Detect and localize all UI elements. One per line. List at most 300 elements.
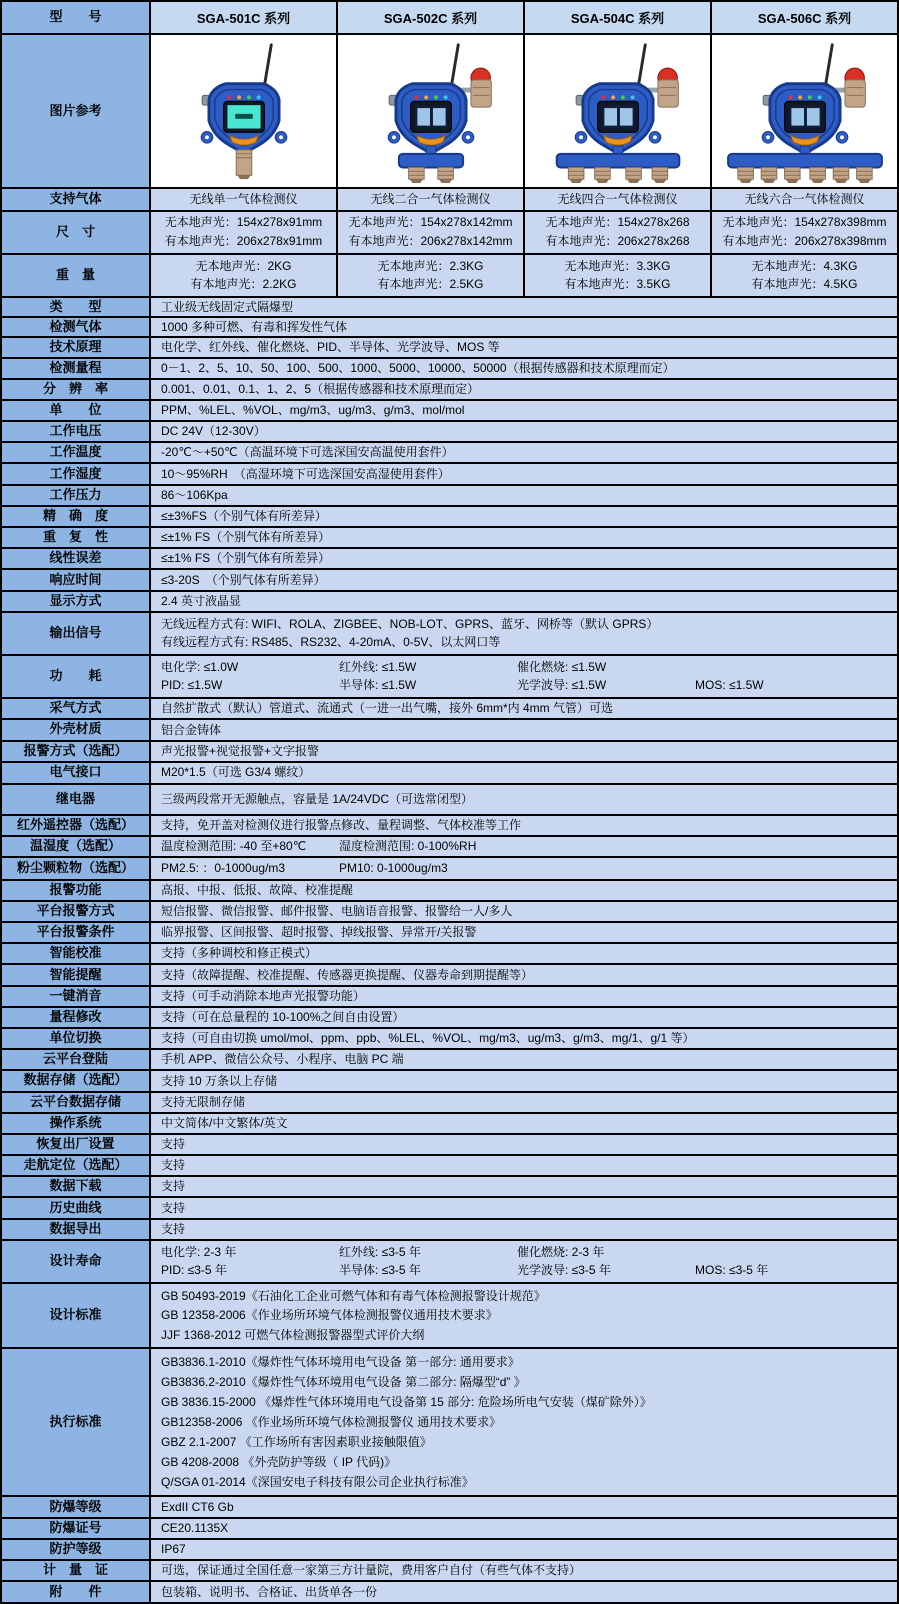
- row-label: 重 量: [2, 255, 149, 296]
- detector-image: [530, 37, 706, 185]
- value-cell: [149, 858, 897, 878]
- row-label: 单位切换: [2, 1029, 149, 1048]
- value-cell: [523, 189, 710, 209]
- value-line: 有本地声光：2.2KG: [190, 277, 297, 292]
- value-segment: 光学波导: ≤3-5 年: [517, 1263, 611, 1278]
- value-line: [161, 860, 887, 877]
- row-label: 工作湿度: [2, 464, 149, 483]
- table-row: [2, 399, 897, 420]
- value-cell: [149, 944, 897, 963]
- value-cell: [149, 1220, 897, 1239]
- table-row: [2, 316, 897, 336]
- value-segment: 温度检测范围: -40 至+80℃: [161, 839, 307, 854]
- image-cell: [523, 35, 710, 187]
- value-line: 有本地声光：3.5KG: [564, 277, 671, 292]
- value-line: [161, 1499, 887, 1516]
- table-row: [2, 1218, 897, 1239]
- value-line: [161, 967, 887, 984]
- value-segment: -20℃～+50℃（高温环境下可选深国安高温使用套件）: [161, 445, 454, 460]
- table-row: [2, 900, 897, 921]
- value-segment: ≤±1% FS（个别气体有所差异）: [161, 530, 331, 545]
- row-label: 工作温度: [2, 443, 149, 462]
- table-row: [2, 1239, 897, 1282]
- value-segment: 支持（可手动消除本地声光报警功能）: [161, 988, 366, 1003]
- value-segment: 铝合金铸体: [161, 722, 222, 737]
- table-row: [2, 1154, 897, 1175]
- value-line: [161, 1115, 887, 1132]
- value-line: [161, 659, 887, 676]
- row-label: 线性误差: [2, 549, 149, 568]
- value-line: [161, 634, 887, 651]
- value-segment: 10～95%RH （高湿环境下可选深国安高湿使用套件）: [161, 466, 450, 481]
- row-label: 型 号: [2, 2, 149, 33]
- value-segment: 半导体: ≤1.5W: [339, 678, 417, 693]
- table-row: [2, 1091, 897, 1112]
- value-line: [161, 593, 887, 610]
- table-row: [2, 963, 897, 984]
- value-cell: [149, 1497, 897, 1516]
- row-label: 防护等级: [2, 1540, 149, 1559]
- row-label: 数据下载: [2, 1177, 149, 1196]
- value-cell: [710, 189, 897, 209]
- table-row: [2, 942, 897, 963]
- table-row: [2, 1580, 897, 1602]
- value-line: [161, 1221, 887, 1238]
- value-line: [161, 1200, 887, 1217]
- value-cell: [149, 549, 897, 568]
- detector-6in1-gas-image: [717, 37, 893, 185]
- value-cell: [149, 486, 897, 505]
- row-label: 数据存储（选配）: [2, 1071, 149, 1090]
- table-row: [2, 921, 897, 942]
- row-label: 红外遥控器（选配）: [2, 816, 149, 835]
- value-line: [161, 1474, 887, 1491]
- model-header-cell: SGA-502C 系列: [336, 2, 523, 33]
- row-label: 平台报警条件: [2, 923, 149, 942]
- row-label: 精 确 度: [2, 507, 149, 526]
- row-label: 外壳材质: [2, 720, 149, 739]
- value-line: [161, 722, 887, 739]
- value-line: 无本地声光：2.3KG: [377, 258, 484, 273]
- value-cell: [149, 464, 897, 483]
- value-segment: PM10: 0-1000ug/m3: [339, 861, 448, 876]
- value-segment: 包装箱、说明书、合格证、出货单各一份: [161, 1584, 378, 1599]
- value-line: 有本地声光：206x278x268: [545, 234, 690, 249]
- row-label: 执行标准: [2, 1349, 149, 1495]
- value-cell: [149, 1241, 897, 1282]
- value-cell: [710, 212, 897, 253]
- table-row: [2, 856, 897, 878]
- table-row: [2, 1559, 897, 1580]
- value-cell: [149, 298, 897, 316]
- value-line: [161, 381, 887, 398]
- detector-single-gas-image: [156, 37, 332, 185]
- row-label: 报警方式（选配）: [2, 742, 149, 761]
- value-segment: 临界报警、区间报警、超时报警、掉线报警、异常开/关报警: [161, 925, 477, 940]
- table-row: [2, 484, 897, 505]
- row-label: 云平台数据存储: [2, 1093, 149, 1112]
- value-segment: 红外线: ≤3-5 年: [339, 1244, 421, 1259]
- table-row: [2, 697, 897, 718]
- table-row: [2, 1006, 897, 1027]
- row-label: 云平台登陆: [2, 1050, 149, 1069]
- value-cell: [149, 1029, 897, 1048]
- table-row: [2, 718, 897, 739]
- value-segment: 手机 APP、微信公众号、小程序、电脑 PC 端: [161, 1052, 404, 1067]
- value-line: [161, 1520, 887, 1537]
- value-line: [161, 817, 887, 834]
- value-line: [161, 360, 887, 377]
- value-segment: 支持: [161, 1221, 186, 1236]
- value-line: [161, 764, 887, 781]
- value-line: [161, 791, 887, 808]
- value-segment: 支持（可自由切换 umol/mol、ppm、ppb、%LEL、%VOL、mg/m3、ug/m3、g/m3、mg/1、g/1 等）: [161, 1031, 695, 1046]
- value-cell: [149, 720, 897, 739]
- table-row: [2, 253, 897, 296]
- value-line: [161, 529, 887, 546]
- value-cell: [523, 212, 710, 253]
- row-label: 温湿度（选配）: [2, 837, 149, 856]
- table-row: [2, 336, 897, 356]
- value-line: [161, 882, 887, 899]
- value-segment: 电化学、红外线、催化燃烧、PID、半导体、光学波导、MOS 等: [161, 340, 500, 355]
- row-label: 电气接口: [2, 763, 149, 783]
- table-row: [2, 783, 897, 814]
- value-line: [161, 838, 887, 855]
- detector-image: [156, 37, 332, 185]
- value-segment: GB3836.2-2010《爆炸性气体环境用电气设备 第二部分: 隔爆型“d” 》: [161, 1374, 526, 1389]
- value-cell: [149, 881, 897, 900]
- table-row: [2, 1175, 897, 1196]
- value-cell: [149, 570, 897, 589]
- value-line: [161, 423, 887, 440]
- row-label: 功 耗: [2, 656, 149, 697]
- value-segment: 0－1、2、5、10、50、100、500、1000、5000、10000、50000（根据传感器和技术原理而定）: [161, 360, 675, 375]
- value-cell: [149, 902, 897, 921]
- row-label: 技术原理: [2, 338, 149, 356]
- value-segment: GB 50493-2019《石油化工企业可燃气体和有毒气体检测报警设计规范》: [161, 1288, 546, 1303]
- image-cell: [149, 35, 336, 187]
- value-line: 无线六合一气体检测仪: [744, 192, 865, 207]
- row-label: 输出信号: [2, 613, 149, 654]
- row-label: 防爆等级: [2, 1497, 149, 1516]
- row-label: 附 件: [2, 1582, 149, 1602]
- table-row: [2, 33, 897, 187]
- value-line: [161, 1394, 887, 1411]
- value-cell: [710, 255, 897, 296]
- value-cell: [149, 1349, 897, 1495]
- model-header-cell: SGA-501C 系列: [149, 2, 336, 33]
- value-cell: [149, 338, 897, 356]
- value-segment: 高报、中报、低报、故障、校准提醒: [161, 882, 354, 897]
- value-segment: 86～106Kpa: [161, 487, 228, 502]
- value-line: [161, 319, 887, 336]
- table-row: [2, 568, 897, 589]
- value-cell: [149, 1114, 897, 1133]
- value-line: 无本地声光：154x278x268: [545, 215, 690, 230]
- value-segment: 半导体: ≤3-5 年: [339, 1263, 421, 1278]
- value-line: [161, 1288, 887, 1305]
- value-segment: 支持（多种调校和修正模式）: [161, 946, 318, 961]
- value-cell: [149, 1071, 897, 1090]
- row-label: 防爆证号: [2, 1519, 149, 1538]
- value-line: [161, 743, 887, 760]
- value-segment: 支持: [161, 1200, 186, 1215]
- value-cell: [149, 189, 336, 209]
- value-cell: [149, 785, 897, 814]
- value-cell: [149, 1561, 897, 1580]
- value-line: [161, 1307, 887, 1324]
- value-line: [161, 1051, 887, 1068]
- value-cell: [336, 189, 523, 209]
- value-segment: 催化燃烧: 2-3 年: [517, 1244, 605, 1259]
- value-line: 无本地声光：154x278x398mm: [722, 215, 887, 230]
- value-segment: 短信报警、微信报警、邮件报警、电脑语音报警、报警给一人/多人: [161, 904, 513, 918]
- table-row: [2, 441, 897, 462]
- value-line: 无本地声光：4.3KG: [751, 258, 858, 273]
- value-line: [161, 1073, 887, 1090]
- value-segment: PPM、%LEL、%VOL、mg/m3、ug/m3、g/m3、mol/mol: [161, 403, 465, 418]
- value-segment: 支持，免开盖对检测仪进行报警点修改、量程调整、气体校准等工作: [161, 818, 522, 833]
- row-label: 走航定位（选配）: [2, 1156, 149, 1175]
- value-segment: CE20.1135X: [161, 1520, 229, 1535]
- table-row: [2, 590, 897, 611]
- table-row: [2, 187, 897, 209]
- value-segment: ExdII CT6 Gb: [161, 1499, 234, 1514]
- value-line: 有本地声光：206x278x398mm: [722, 234, 887, 249]
- value-line: [161, 402, 887, 419]
- row-label: 智能提醒: [2, 965, 149, 984]
- value-cell: [149, 987, 897, 1006]
- value-line: [161, 1541, 887, 1558]
- row-label: 粉尘颗粒物（选配）: [2, 858, 149, 878]
- value-line: [161, 550, 887, 567]
- value-line: 无线二合一气体检测仪: [370, 192, 491, 207]
- table-row: [2, 654, 897, 697]
- value-segment: Q/SGA 01-2014《深国安电子科技有限公司企业执行标准》: [161, 1475, 474, 1490]
- value-segment: 工业级无线固定式隔爆型: [161, 299, 294, 314]
- row-label: 工作电压: [2, 422, 149, 441]
- value-segment: 催化燃烧: ≤1.5W: [517, 659, 607, 674]
- value-segment: 支持（故障提醒、校准提醒、传感器更换提醒、仪器寿命到期提醒等）: [161, 967, 534, 982]
- table-row: [2, 210, 897, 253]
- value-segment: PM2.5: ：0-1000ug/m3: [161, 861, 286, 876]
- value-segment: 电化学: ≤1.0W: [161, 659, 239, 674]
- table-row: [2, 420, 897, 441]
- value-cell: [149, 255, 336, 296]
- row-label: 报警功能: [2, 881, 149, 900]
- value-cell: [149, 965, 897, 984]
- value-segment: M20*1.5（可选 G3/4 螺纹）: [161, 765, 311, 780]
- value-cell: [149, 742, 897, 761]
- row-label: 采气方式: [2, 699, 149, 718]
- value-line: [161, 1584, 887, 1601]
- table-row: [2, 879, 897, 900]
- value-line: [161, 1030, 887, 1047]
- value-line: [161, 616, 887, 633]
- value-line: [161, 1374, 887, 1391]
- value-line: [161, 487, 887, 504]
- row-label: 检测量程: [2, 359, 149, 378]
- value-segment: DC 24V（12-30V）: [161, 424, 266, 439]
- value-cell: [149, 443, 897, 462]
- value-line: [161, 1454, 887, 1471]
- row-label: 操作系统: [2, 1114, 149, 1133]
- value-segment: GB 3836.15-2000 《爆炸性气体环境用电气设备第 15 部分: 危险场所电气安装（煤矿除外）》: [161, 1394, 652, 1409]
- value-line: [161, 299, 887, 316]
- value-segment: PID: ≤1.5W: [161, 678, 223, 693]
- value-cell: [149, 923, 897, 942]
- row-label: 工作压力: [2, 486, 149, 505]
- value-segment: PID: ≤3-5 年: [161, 1263, 227, 1278]
- value-line: [161, 700, 887, 717]
- value-line: [161, 1262, 887, 1279]
- row-label: 重 复 性: [2, 528, 149, 547]
- value-line: [161, 444, 887, 461]
- value-segment: 声光报警+视觉报警+文字报警: [161, 743, 320, 758]
- model-header-cell: SGA-506C 系列: [710, 2, 897, 33]
- row-label: 设计寿命: [2, 1241, 149, 1282]
- value-segment: 支持（可在总量程的 10-100%之间自由设置）: [161, 1009, 405, 1024]
- value-line: [161, 1136, 887, 1153]
- value-line: 有本地声光：4.5KG: [751, 277, 858, 292]
- value-cell: [149, 528, 897, 547]
- value-segment: 有线远程方式有: RS485、RS232、4-20mA、0-5V、以太网口等: [161, 635, 501, 650]
- value-cell: [149, 656, 897, 697]
- value-segment: 支持: [161, 1158, 186, 1173]
- value-line: [161, 677, 887, 694]
- value-cell: [149, 380, 897, 399]
- value-cell: [149, 507, 897, 526]
- value-line: 无本地声光：154x278x142mm: [348, 215, 513, 230]
- value-segment: GB 12358-2006《作业场所环境气体检测报警仪通用技术要求》: [161, 1308, 498, 1323]
- value-segment: 支持 10 万条以上存储: [161, 1073, 278, 1088]
- value-line: [161, 1157, 887, 1174]
- row-label: 支持气体: [2, 189, 149, 209]
- table-row: [2, 1048, 897, 1069]
- value-segment: 支持无限制存储: [161, 1094, 246, 1109]
- value-line: [161, 1434, 887, 1451]
- value-line: [161, 988, 887, 1005]
- value-segment: GB3836.1-2010《爆炸性气体环境用电气设备 第一部分: 通用要求》: [161, 1354, 520, 1369]
- value-line: [161, 945, 887, 962]
- value-segment: 1000 多种可燃、有毒和挥发性气体: [161, 320, 348, 335]
- row-label: 设计标准: [2, 1284, 149, 1347]
- value-line: [161, 924, 887, 941]
- table-row: [2, 378, 897, 399]
- table-row: [2, 2, 897, 33]
- value-segment: ≤±1% FS（个别气体有所差异）: [161, 551, 331, 566]
- table-row: [2, 1282, 897, 1347]
- value-line: [161, 903, 887, 920]
- value-segment: 支持: [161, 1179, 186, 1194]
- table-row: [2, 1517, 897, 1538]
- table-row: [2, 1027, 897, 1048]
- value-cell: [149, 1540, 897, 1559]
- value-cell: [149, 592, 897, 611]
- value-segment: 三级两段常开无源触点，容量是 1A/24VDC（可选常闭型）: [161, 792, 474, 807]
- table-row: [2, 547, 897, 568]
- value-cell: [149, 1008, 897, 1027]
- model-header-cell: SGA-504C 系列: [523, 2, 710, 33]
- value-cell: [149, 1050, 897, 1069]
- value-cell: [149, 699, 897, 718]
- value-line: [161, 1094, 887, 1111]
- value-segment: GBZ 2.1-2007 《工作场所有害因素职业接触限值》: [161, 1434, 432, 1449]
- value-line: [161, 1327, 887, 1344]
- value-segment: ≤3-20S （个别气体有所差异）: [161, 572, 326, 587]
- value-segment: 2.4 英寸液晶显: [161, 593, 242, 608]
- value-cell: [336, 255, 523, 296]
- row-label: 数据导出: [2, 1220, 149, 1239]
- value-line: 无本地声光：154x278x91mm: [164, 215, 323, 230]
- value-line: [161, 572, 887, 589]
- row-label: 检测气体: [2, 318, 149, 336]
- value-segment: GB12358-2006 《作业场所环境气体检测报警仪 通用技术要求》: [161, 1414, 502, 1429]
- value-line: [161, 1178, 887, 1195]
- row-label: 尺 寸: [2, 212, 149, 253]
- value-cell: [149, 816, 897, 835]
- value-line: 无本地声光：3.3KG: [564, 258, 671, 273]
- image-cell: [336, 35, 523, 187]
- table-row: [2, 1133, 897, 1154]
- value-segment: 无线远程方式有: WIFI、ROLA、ZIGBEE、NOB-LOT、GPRS、蓝牙、网桥等（默认 GPRS）: [161, 616, 659, 631]
- value-segment: 电化学: 2-3 年: [161, 1244, 237, 1259]
- row-label: 一键消音: [2, 987, 149, 1006]
- value-segment: 可选，保证通过全国任意一家第三方计量院，费用客户自付（有些气体不支持）: [161, 1563, 582, 1578]
- row-label: 响应时间: [2, 570, 149, 589]
- value-cell: [523, 255, 710, 296]
- value-cell: [149, 212, 336, 253]
- table-row: [2, 505, 897, 526]
- value-line: [161, 1562, 887, 1579]
- row-label: 图片参考: [2, 35, 149, 187]
- table-row: [2, 611, 897, 654]
- value-cell: [149, 359, 897, 378]
- value-line: 无线单一气体检测仪: [189, 192, 298, 207]
- value-segment: JJF 1368-2012 可燃气体检测报警器型式评价大纲: [161, 1327, 425, 1342]
- value-line: [161, 1244, 887, 1261]
- value-line: [161, 339, 887, 356]
- value-segment: 支持: [161, 1137, 186, 1152]
- table-row: [2, 526, 897, 547]
- value-cell: [149, 1582, 897, 1602]
- value-line: 有本地声光：206x278x91mm: [164, 234, 323, 249]
- row-label: 智能校准: [2, 944, 149, 963]
- value-line: 无线四合一气体检测仪: [557, 192, 678, 207]
- value-cell: [149, 401, 897, 420]
- value-line: [161, 508, 887, 525]
- value-line: [161, 1354, 887, 1371]
- row-label: 平台报警方式: [2, 902, 149, 921]
- value-cell: [149, 613, 897, 654]
- value-cell: [149, 1198, 897, 1217]
- row-label: 显示方式: [2, 592, 149, 611]
- table-row: [2, 814, 897, 835]
- value-cell: [149, 1284, 897, 1347]
- row-label: 恢复出厂设置: [2, 1135, 149, 1154]
- table-row: [2, 1538, 897, 1559]
- table-row: [2, 740, 897, 761]
- value-line: [161, 1009, 887, 1026]
- table-row: [2, 985, 897, 1006]
- table-row: [2, 1069, 897, 1090]
- value-line: 有本地声光：2.5KG: [377, 277, 484, 292]
- image-cell: [710, 35, 897, 187]
- value-segment: ≤±3%FS（个别气体有所差异）: [161, 509, 327, 523]
- row-label: 继电器: [2, 785, 149, 814]
- value-segment: 中文简体/中文繁体/英文: [161, 1115, 288, 1130]
